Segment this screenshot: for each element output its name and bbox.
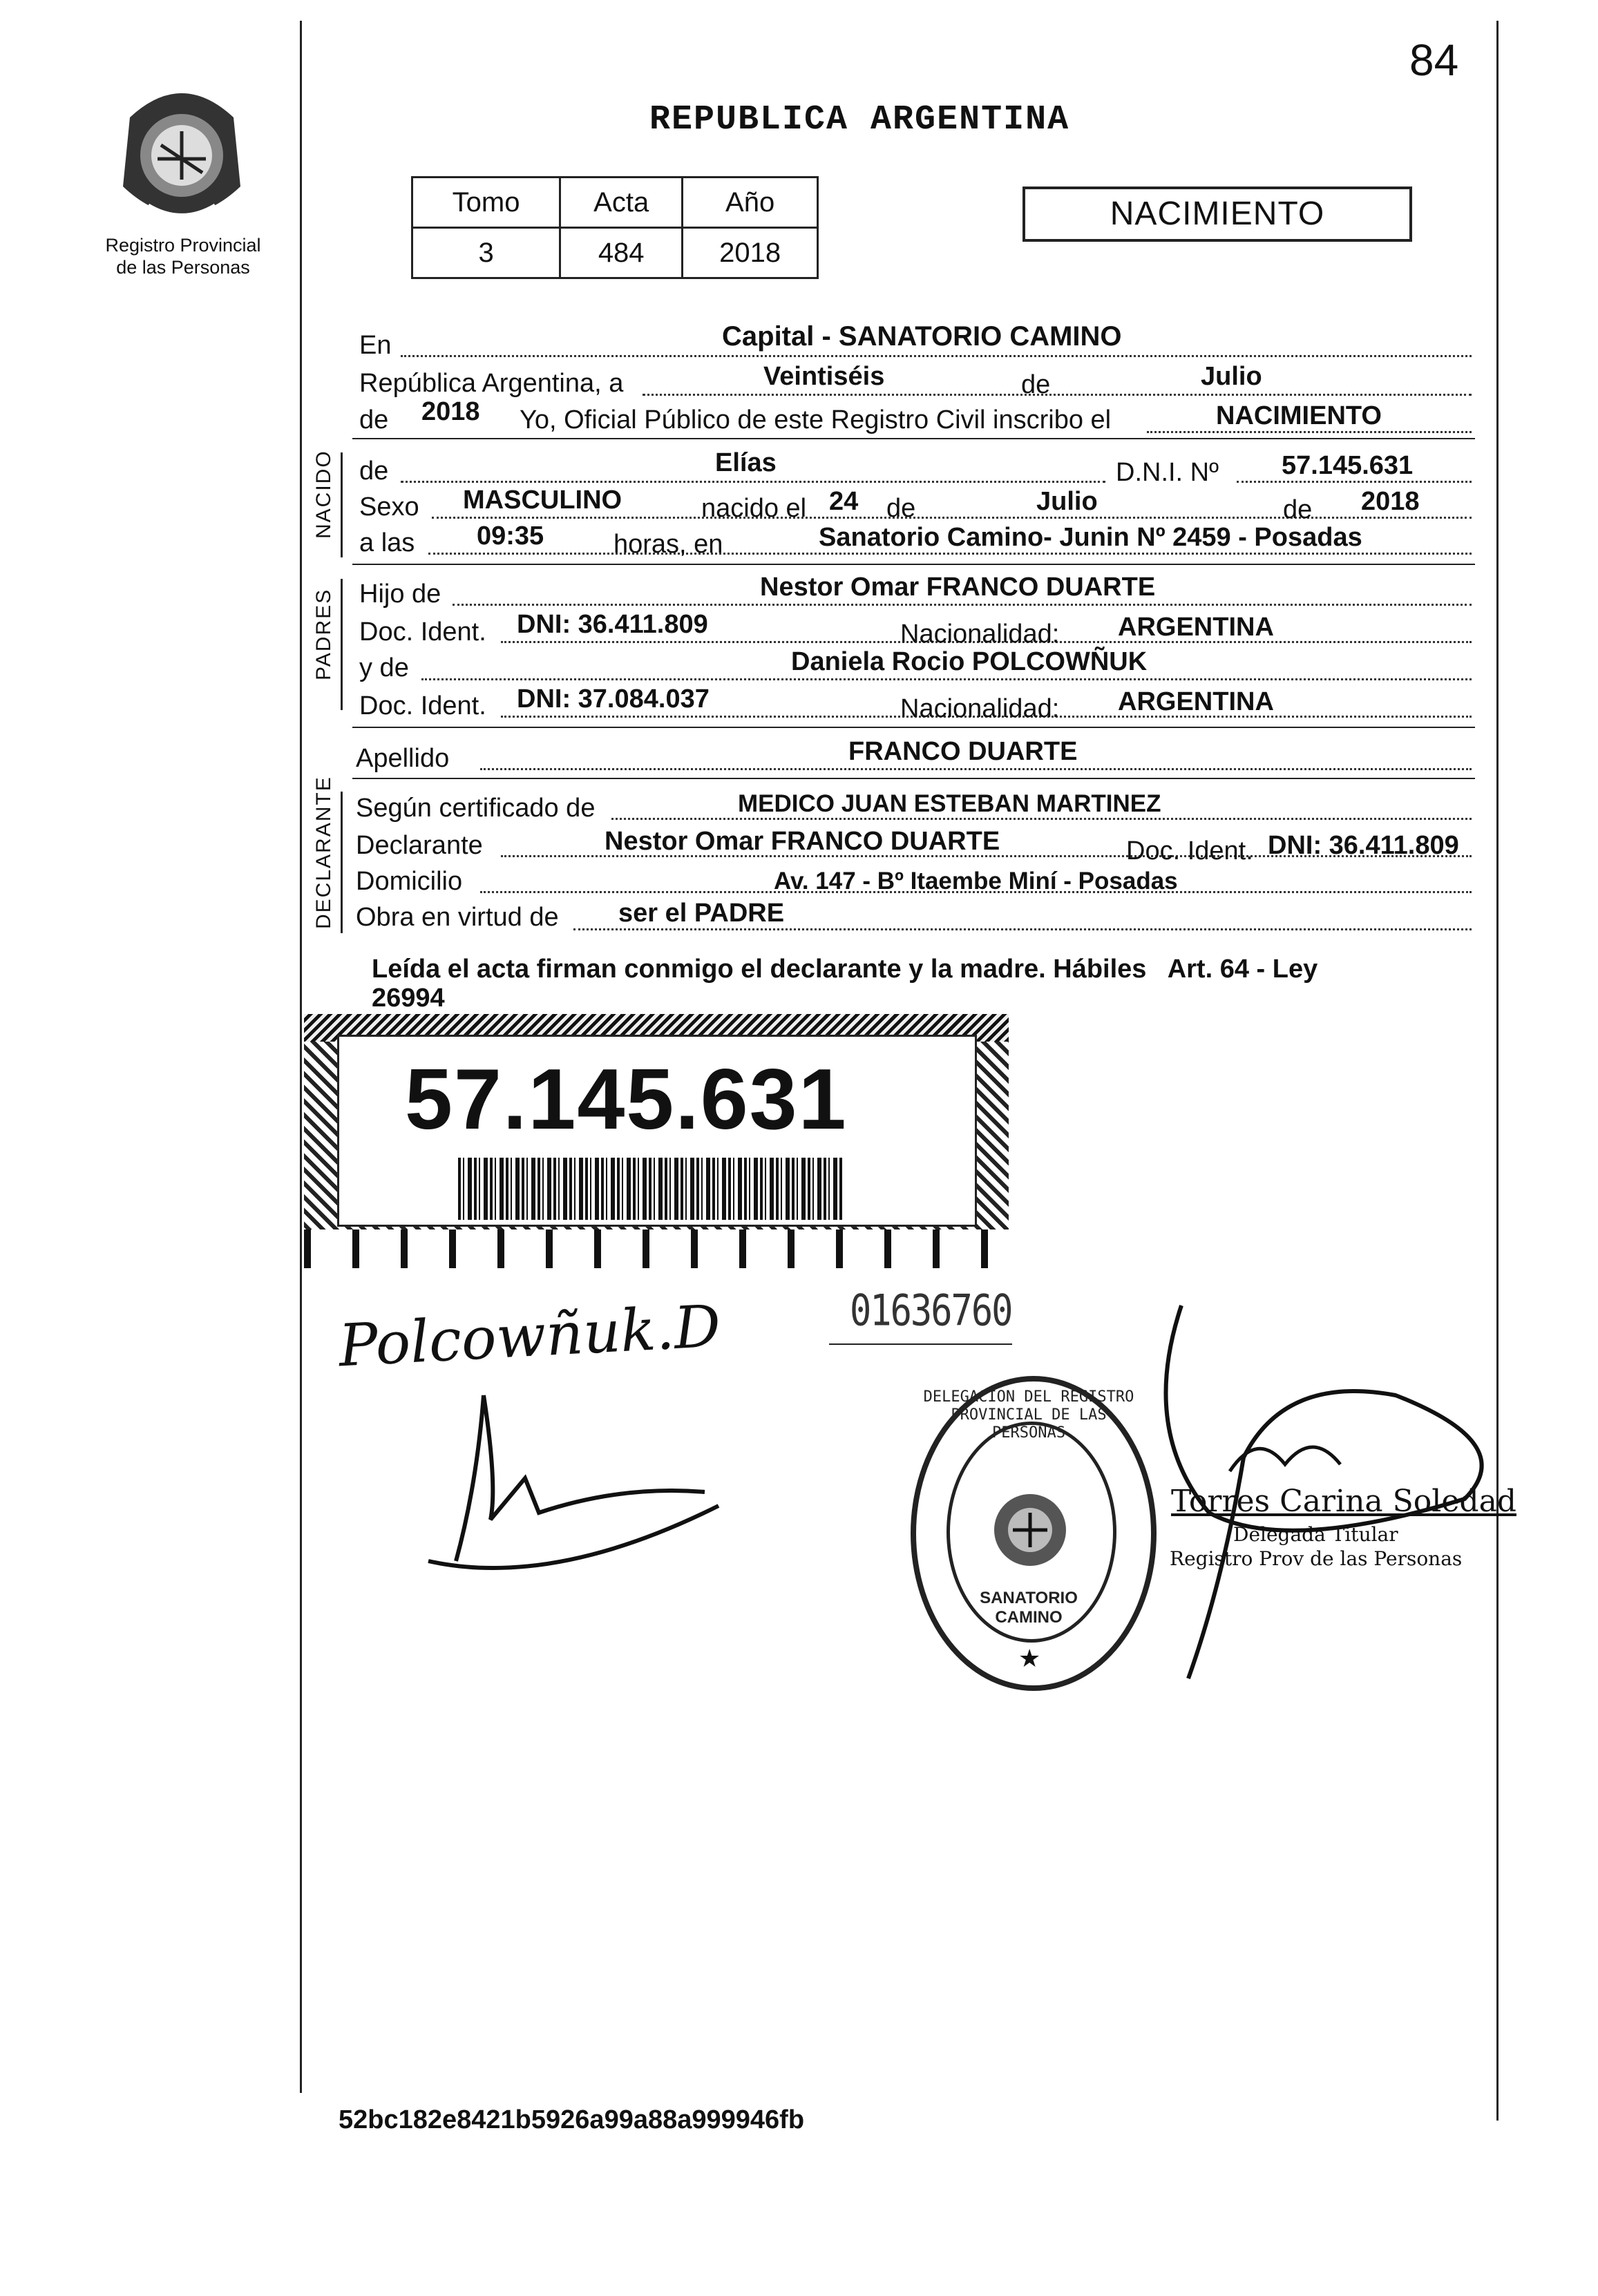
birth-month: Julio (1036, 487, 1098, 516)
horas-label: horas, en (613, 530, 723, 559)
cert-value: MEDICO JUAN ESTEBAN MARTINEZ (738, 790, 1161, 817)
officer-text: Yo, Oficial Público de este Registro Civil inscribo el (520, 405, 1112, 434)
a-las-label: a las (359, 528, 415, 557)
mother-name: Daniela Rocio POLCOWÑUK (791, 647, 1148, 676)
province-seal-icon (109, 76, 254, 235)
sticker-dni-number: 57.145.631 (405, 1052, 848, 1147)
right-margin-line (1496, 21, 1499, 2121)
nacido-side-label: NACIDO (312, 450, 335, 539)
child-name: Elías (715, 448, 777, 477)
event-value: NACIMIENTO (1216, 401, 1382, 430)
apellido-label: Apellido (356, 744, 450, 773)
closing-text-2: 26994 (372, 984, 445, 1013)
obra-value: ser el PADRE (618, 899, 785, 928)
de-label-1: de (1021, 370, 1051, 399)
month-value: Julio (1201, 362, 1262, 391)
dni-label: D.N.I. Nº (1116, 458, 1219, 487)
mother-doc: DNI: 37.084.037 (517, 685, 710, 714)
hijo-de-label: Hijo de (359, 580, 441, 609)
birth-year: 2018 (1361, 487, 1420, 516)
official-name: Torres Carina Soledad (1171, 1484, 1516, 1519)
anio-value: 2018 (683, 228, 818, 278)
birth-de-2: de (1283, 495, 1313, 524)
declarant-signature-icon (415, 1381, 732, 1589)
mother-signature: Polcowñuk.D (336, 1292, 723, 1380)
acta-header: Acta (560, 178, 683, 228)
dom-label: Domicilio (356, 867, 463, 896)
padres-side-label: PADRES (312, 588, 335, 680)
birth-place: Sanatorio Camino- Junin Nº 2459 - Posadas (819, 523, 1362, 552)
father-doc-label: Doc. Ident. (359, 618, 486, 647)
de-label-2: de (359, 405, 389, 434)
document-hash: 52bc182e8421b5926a99a88a999946fb (339, 2105, 805, 2134)
decl-label: Declarante (356, 831, 483, 860)
birth-time: 09:35 (477, 522, 544, 551)
sexo-label: Sexo (359, 492, 419, 522)
dni-sticker (304, 1014, 1009, 1268)
year-value: 2018 (421, 397, 480, 426)
barcode-icon (458, 1158, 844, 1220)
closing-text-1: Leída el acta firman conmigo el declarante y la madre. Hábiles Art. 64 - Ley (372, 955, 1318, 984)
decl-doc: DNI: 36.411.809 (1268, 831, 1459, 860)
stamp-emblem-icon (989, 1485, 1072, 1575)
obra-label: Obra en virtud de (356, 903, 559, 932)
left-margin-line (300, 21, 302, 2093)
declarante-side-label: DECLARANTE (312, 776, 335, 929)
tomo-value: 3 (412, 228, 560, 278)
country-label: República Argentina, a (359, 369, 624, 398)
country-title: REPUBLICA ARGENTINA (649, 100, 1070, 140)
official-office: Registro Prov de las Personas (1170, 1547, 1463, 1570)
mother-nat-label: Nacionalidad: (900, 694, 1060, 723)
father-name: Nestor Omar FRANCO DUARTE (760, 573, 1156, 602)
day-value: Veintiséis (763, 362, 885, 391)
decl-value: Nestor Omar FRANCO DUARTE (605, 827, 1000, 856)
tomo-header: Tomo (412, 178, 560, 228)
official-title: Delegada Titular (1233, 1523, 1398, 1546)
y-de-label: y de (359, 653, 409, 682)
father-doc: DNI: 36.411.809 (517, 610, 708, 639)
mother-doc-label: Doc. Ident. (359, 691, 486, 720)
cert-label: Según certificado de (356, 794, 596, 823)
child-dni: 57.145.631 (1282, 451, 1414, 480)
mother-nationality: ARGENTINA (1118, 687, 1274, 716)
father-nat-label: Nacionalidad: (900, 620, 1060, 649)
stamp-inner-text: SANATORIO CAMINO (980, 1589, 1078, 1627)
star-icon: ★ (1018, 1644, 1041, 1672)
father-nationality: ARGENTINA (1118, 613, 1274, 642)
sticker-panel (337, 1035, 977, 1227)
stamp-outer-text: DELEGACION DEL REGISTRO PROVINCIAL DE LAS PERSONAS (923, 1388, 1134, 1442)
registry-name-2: de las Personas (116, 257, 250, 278)
nacido-el-label: nacido el (701, 494, 807, 523)
nacido-de-label: de (359, 457, 389, 486)
decl-doc-label: Doc. Ident. (1126, 836, 1253, 865)
acta-value: 484 (560, 228, 683, 278)
place-label: En (359, 331, 392, 360)
act-type-box (1022, 186, 1412, 242)
page-number: 84 (1409, 35, 1459, 85)
dom-value: Av. 147 - Bº Itaembe Miní - Posadas (774, 868, 1178, 895)
sexo-value: MASCULINO (463, 486, 622, 515)
register-table (411, 176, 819, 279)
act-type: NACIMIENTO (1110, 195, 1325, 232)
control-number: 01636760 (850, 1286, 1012, 1336)
apellido-value: FRANCO DUARTE (848, 737, 1078, 766)
anio-header: Año (683, 178, 818, 228)
place-value: Capital - SANATORIO CAMINO (722, 321, 1122, 352)
birth-de-1: de (886, 494, 916, 523)
registry-name-1: Registro Provincial (105, 235, 261, 256)
birth-day: 24 (829, 487, 859, 516)
